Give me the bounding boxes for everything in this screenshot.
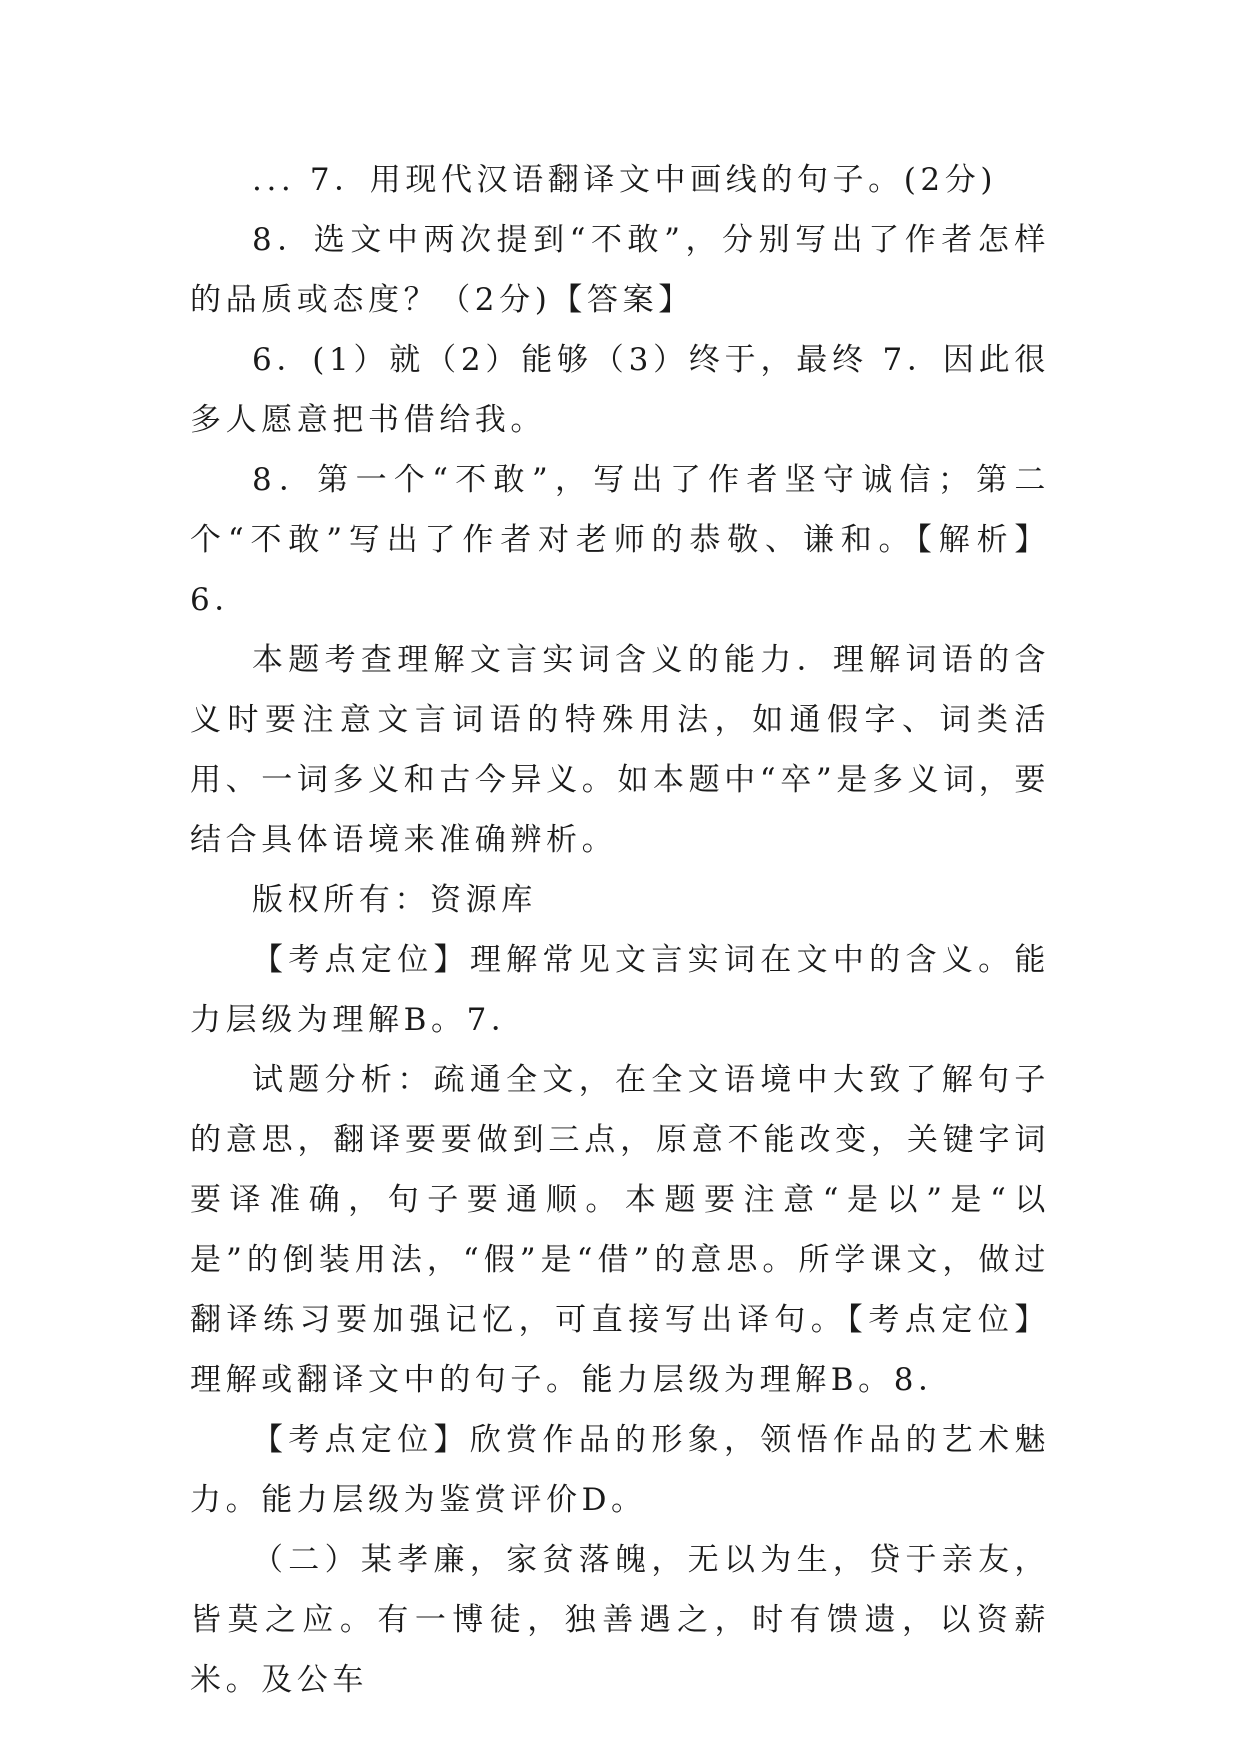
paragraph-point-6: 【考点定位】理解常见文言实词在文中的含义。能力层级为理解B。7． [190, 942, 1050, 1038]
paragraph-copyright: 版权所有：资源库 [252, 882, 537, 918]
paragraph-answer-6-7: 6．(1）就（2）能够（3）终于，最终 7．因此很多人愿意把书借给我。 [190, 342, 1050, 438]
paragraph-question-8: 8．选文中两次提到“不敢”，分别写出了作者怎样的品质或态度？（2分)【答案】 [190, 222, 1050, 318]
paragraph-passage-two: （二）某孝廉，家贫落魄，无以为生，贷于亲友，皆莫之应。有一博徒，独善遇之，时有馈遗，以资薪米。及公车 [190, 1542, 1050, 1698]
paragraph-answer-8: 8．第一个“不敢”，写出了作者坚守诚信；第二个“不敢”写出了作者对老师的恭敬、谦和。【解析】 6． [190, 462, 1050, 618]
paragraph-question-7: ... 7．用现代汉语翻译文中画线的句子。(2分) [252, 162, 998, 198]
document-body [190, 150, 1050, 1710]
paragraph-analysis-7: 试题分析：疏通全文，在全文语境中大致了解句子的意思，翻译要要做到三点，原意不能改变，关键字词要译准确，句子要通顺。本题要注意“是以”是“以是”的倒装用法，“假”是“借”的意思。所学课文，做过翻译练习要加强记忆，可直接写出译句。【考点定位】理解或翻译文中的句子。能力层级为理解B。8． [190, 1062, 1050, 1398]
paragraph-point-8: 【考点定位】欣赏作品的形象，领悟作品的艺术魅力。能力层级为鉴赏评价D。 [190, 1422, 1050, 1518]
paragraph-analysis-6: 本题考查理解文言实词含义的能力．理解词语的含义时要注意文言词语的特殊用法，如通假字、词类活用、一词多义和古今异义。如本题中“卒”是多义词，要结合具体语境来准确辨析。 [190, 642, 1050, 858]
